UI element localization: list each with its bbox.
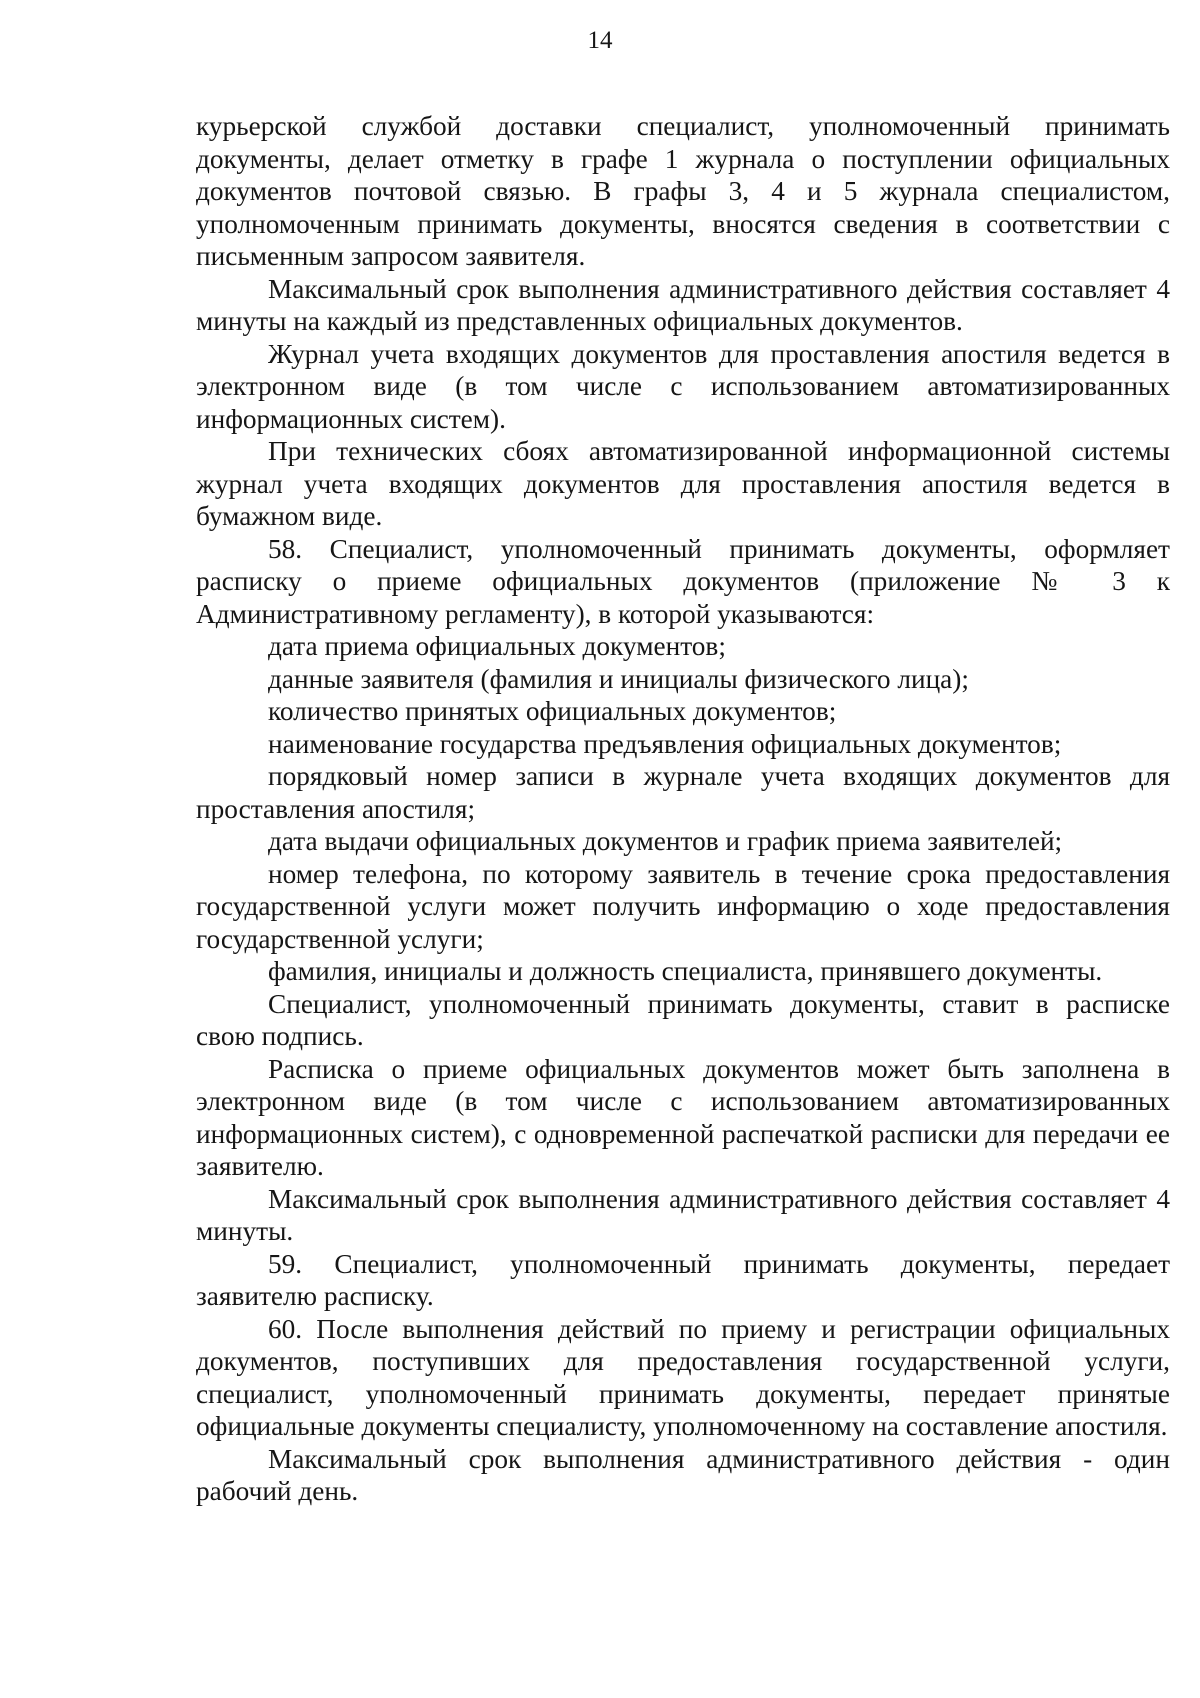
list-item-journal-number: порядковый номер записи в журнале учета входящих документов для проставления апостиля; — [196, 761, 1170, 824]
list-item-country: наименование государства предъявления официальных документов; — [268, 728, 1062, 759]
paragraph-item-60: 60. После выполнения действий по приему и регистрации официальных документов, поступивших для предоставления государственной услуги, специалист, уполномоченный принимать документы, передает принятые официальные документы специалисту, уполномоченному на составление апостиля. — [196, 1313, 1170, 1441]
list-item-receipt-date: дата приема официальных документов; — [268, 631, 726, 661]
paragraph-paper-journal: При технических сбоях автоматизированной информационной системы журнал учета входящих документов для проставления апостиля ведется в бумажном виде. — [196, 436, 1170, 531]
document-body — [196, 110, 1170, 1508]
paragraph-continuation: курьерской службой доставки специалист, уполномоченный принимать документы, делает отметку в графе 1 журнала о поступлении официальных документов почтовой связью. В графы 3, 4 и 5 журнала специалистом, уполномоченным принимать документы, вносятся сведения в соответствии с письменным запросом заявителя. — [196, 111, 1170, 271]
list-item-specialist: фамилия, инициалы и должность специалиста, принявшего документы. — [268, 956, 1103, 986]
paragraph-item-58: 58. Специалист, уполномоченный принимать документы, оформляет расписку о приеме официальных документов (приложение № 3 к Административному регламенту), в которой указываются: — [196, 533, 1170, 629]
list-item-issue-date: дата выдачи официальных документов и график приема заявителей; — [268, 826, 1063, 856]
paragraph-electronic-receipt: Расписка о приеме официальных документов может быть заполнена в электронном виде (в том числе с использованием автоматизированных информационных систем), с одновременной распечаткой расписки для передачи ее заявителю. — [196, 1053, 1170, 1181]
paragraph-max-time-per-document: Максимальный срок выполнения административного действия составляет 4 минуты на каждый из представленных официальных документов. — [196, 273, 1170, 336]
paragraph-signature: Специалист, уполномоченный принимать документы, ставит в расписке свою подпись. — [196, 988, 1170, 1051]
page-number: 14 — [587, 27, 613, 54]
paragraph-item-59: 59. Специалист, уполномоченный принимать документы, передает заявителю расписку. — [196, 1248, 1170, 1311]
paragraph-electronic-journal: Журнал учета входящих документов для проставления апостиля ведется в электронном виде (в том числе с использованием автоматизированных информационных систем). — [196, 338, 1170, 434]
paragraph-max-time-one-day: Максимальный срок выполнения административного действия - один рабочий день. — [196, 1443, 1170, 1506]
paragraph-max-time-4-minutes: Максимальный срок выполнения административного действия составляет 4 минуты. — [196, 1183, 1170, 1246]
list-item-phone: номер телефона, по которому заявитель в течение срока предоставления государственной услуги может получить информацию о ходе предоставления государственной услуги; — [196, 858, 1170, 954]
list-item-applicant-data: данные заявителя (фамилия и инициалы физического лица); — [268, 663, 969, 694]
list-item-documents-count: количество принятых официальных документов; — [268, 696, 837, 726]
